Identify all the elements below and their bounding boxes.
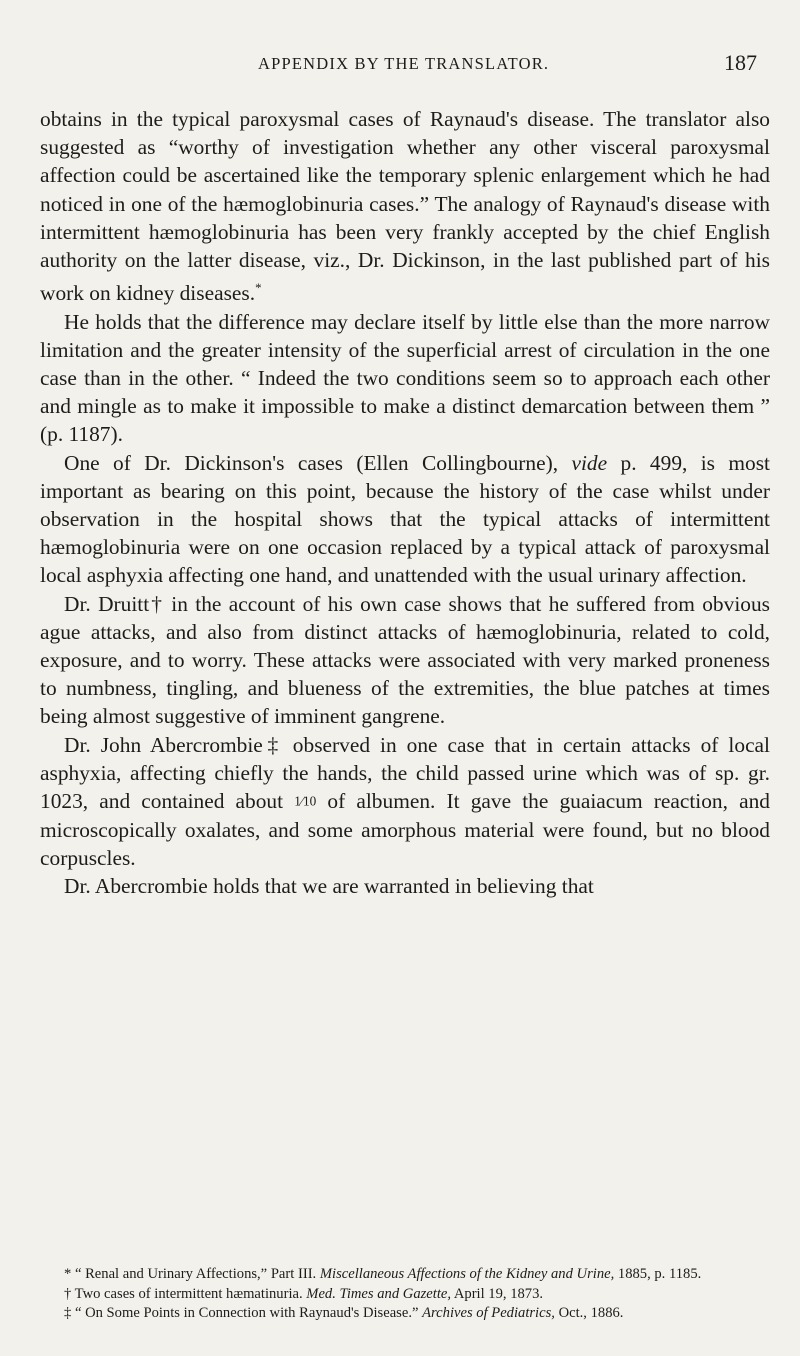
body-text xyxy=(40,105,770,900)
paragraph-5 xyxy=(40,731,770,872)
footnote-dagger-text-b: April 19, 1873. xyxy=(451,1285,544,1302)
page-number: 187 xyxy=(724,50,757,75)
footnote-dagger-journal: Med. Times and Gazette, xyxy=(306,1285,452,1302)
paragraph-1 xyxy=(40,105,770,308)
footnote-ref-asterisk: * xyxy=(255,281,262,296)
paragraph-3-text-b: p. 499, is most important as bearing on this point, because the history of the case whilst under observation in the hospital shows that the typical attacks of intermittent hæmoglobinuria were on one occasion replaced by a typical attack of paroxysmal local asphyxia affecting one hand, and unattended with the usual urinary affection. xyxy=(40,450,770,588)
footnote-dagger xyxy=(40,1285,770,1305)
footnote-asterisk xyxy=(40,1265,770,1285)
footnote-double-dagger xyxy=(40,1304,770,1324)
running-title: APPENDIX BY THE TRANSLATOR. xyxy=(258,54,550,73)
fraction-one-tenth: 1⁄10 xyxy=(294,793,317,809)
footnote-asterisk-text-a: * “ Renal and Urinary Affections,” Part III. xyxy=(64,1266,320,1282)
paragraph-2: He holds that the difference may declare itself by little else than the more narrow limitation and the greater intensity of the superficial arrest of circulation in the one case than in the other. “ Indeed the two conditions seem so to approach each other and mingle as to make it impossible to make a distinct demarcation between them ” (p. 1187). xyxy=(40,309,770,447)
footnote-double-dagger-journal: Archives of Pediatrics, xyxy=(422,1305,555,1321)
paragraph-5-text-a: Dr. John Abercrombie xyxy=(64,732,263,757)
paragraph-4-text-b: in the account of his own case shows that he suffered from obvious ague attacks, and also from distinct attacks of hæmoglobinuria, related to cold, exposure, and to worry. These attacks were associated with very marked proneness to numbness, tingling, and blueness of the extremities, the blue patches at times being almost suggestive of imminent gangrene. xyxy=(40,591,770,729)
paragraph-1-text: obtains in the typical paroxysmal cases of Raynaud's disease. The translator also suggested as “worthy of investigation whether any other visceral paroxysmal affection could be ascertained like the temporary splenic enlargement which he had noticed in one of the hæmoglobinuria cases.” The analogy of Raynaud's disease with intermittent hæmoglobinuria has been very frankly accepted by the chief English authority on the latter disease, viz., Dr. Dickinson, in the last published part of his work on kidney diseases. xyxy=(40,107,770,306)
footnote-ref-dagger: † xyxy=(149,591,164,616)
paragraph-3 xyxy=(40,449,770,590)
paragraph-4 xyxy=(40,590,770,731)
footnote-dagger-text-a: † Two cases of intermittent hæmatinuria. xyxy=(64,1285,307,1302)
footnote-asterisk-title: Miscellaneous Affections of the Kidney and Urine, xyxy=(319,1266,615,1282)
paragraph-3-text-a: One of Dr. Dickinson's cases (Ellen Collingbourne), xyxy=(64,450,572,475)
footnote-ref-double-dagger: ‡ xyxy=(262,732,283,757)
footnote-double-dagger-text-b: Oct., 1886. xyxy=(554,1305,624,1321)
paragraph-6: Dr. Abercrombie holds that we are warranted in believing that xyxy=(64,873,594,898)
paragraph-4-text-a: Dr. Druitt xyxy=(64,591,150,616)
footnote-double-dagger-text-a: ‡ “ On Some Points in Connection with Raynaud's Disease.” xyxy=(64,1305,423,1321)
running-head xyxy=(0,50,800,80)
footnote-asterisk-text-b: 1885, p. 1185. xyxy=(614,1266,702,1282)
footnotes xyxy=(40,1265,770,1324)
paragraph-3-vide: vide xyxy=(571,450,608,475)
paragraph-5-text-c: of albumen. It gave the guaiacum reaction, and microscopically oxalates, and some amorphous material were found, but no blood corpuscles. xyxy=(40,789,770,870)
paragraph-5-text-b: observed in one case that in certain attacks of local asphyxia, affecting chiefly the hands, the child passed urine which was of sp. gr. 1023, and contained about xyxy=(40,732,770,813)
